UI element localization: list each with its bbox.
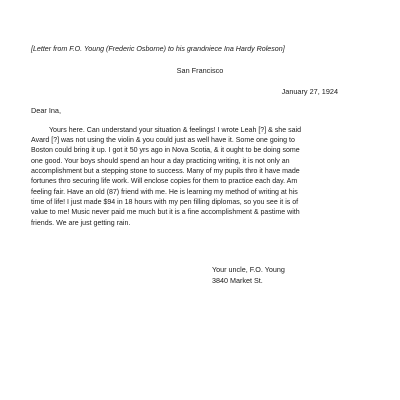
- closing-signoff: Your uncle, F.O. Young: [212, 265, 285, 274]
- body-line: Avard [?] was not using the violin & you could just as well have it. Some one going to: [31, 136, 295, 144]
- letter-date: January 27, 1924: [281, 87, 338, 96]
- body-line: Yours here. Can understand your situation & feelings! I wrote Leah [?] & she said: [49, 126, 302, 134]
- letter-closing: [212, 264, 285, 286]
- body-line: friends. We are just getting rain.: [31, 219, 131, 227]
- letter-salutation: Dear Ina,: [31, 106, 62, 115]
- letter-location: San Francisco: [176, 66, 224, 75]
- closing-address: 3840 Market St.: [212, 276, 263, 285]
- letter-body: [31, 126, 353, 229]
- body-line: Boston could bring it up. I got it 50 yrs ago in Nova Scotia, & it ought to be doing some: [31, 147, 300, 155]
- body-line: accomplishment but a stepping stone to success. Many of my pupils thro it have made: [31, 167, 300, 175]
- body-line: time of life! I just made $94 in 18 hours with my pen filling diplomas, so you see it is of: [31, 198, 299, 206]
- body-line: one good. Your boys should spend an hour a day practicing writing, it is not only an: [31, 157, 290, 165]
- editor-note: [Letter from F.O. Young (Frederic Osborne) to his grandniece Ina Hardy Roleson]: [31, 45, 285, 53]
- body-line: feeling fair. Have an old (87) friend with me. He is learning my method of writing at his: [31, 188, 298, 196]
- body-line: value to me! Music never paid me much but it is a fine accomplishment & pastime with: [31, 209, 300, 217]
- body-line: fortunes thro securing life work. Will enclose copies for them to practice each day. Am: [31, 178, 298, 186]
